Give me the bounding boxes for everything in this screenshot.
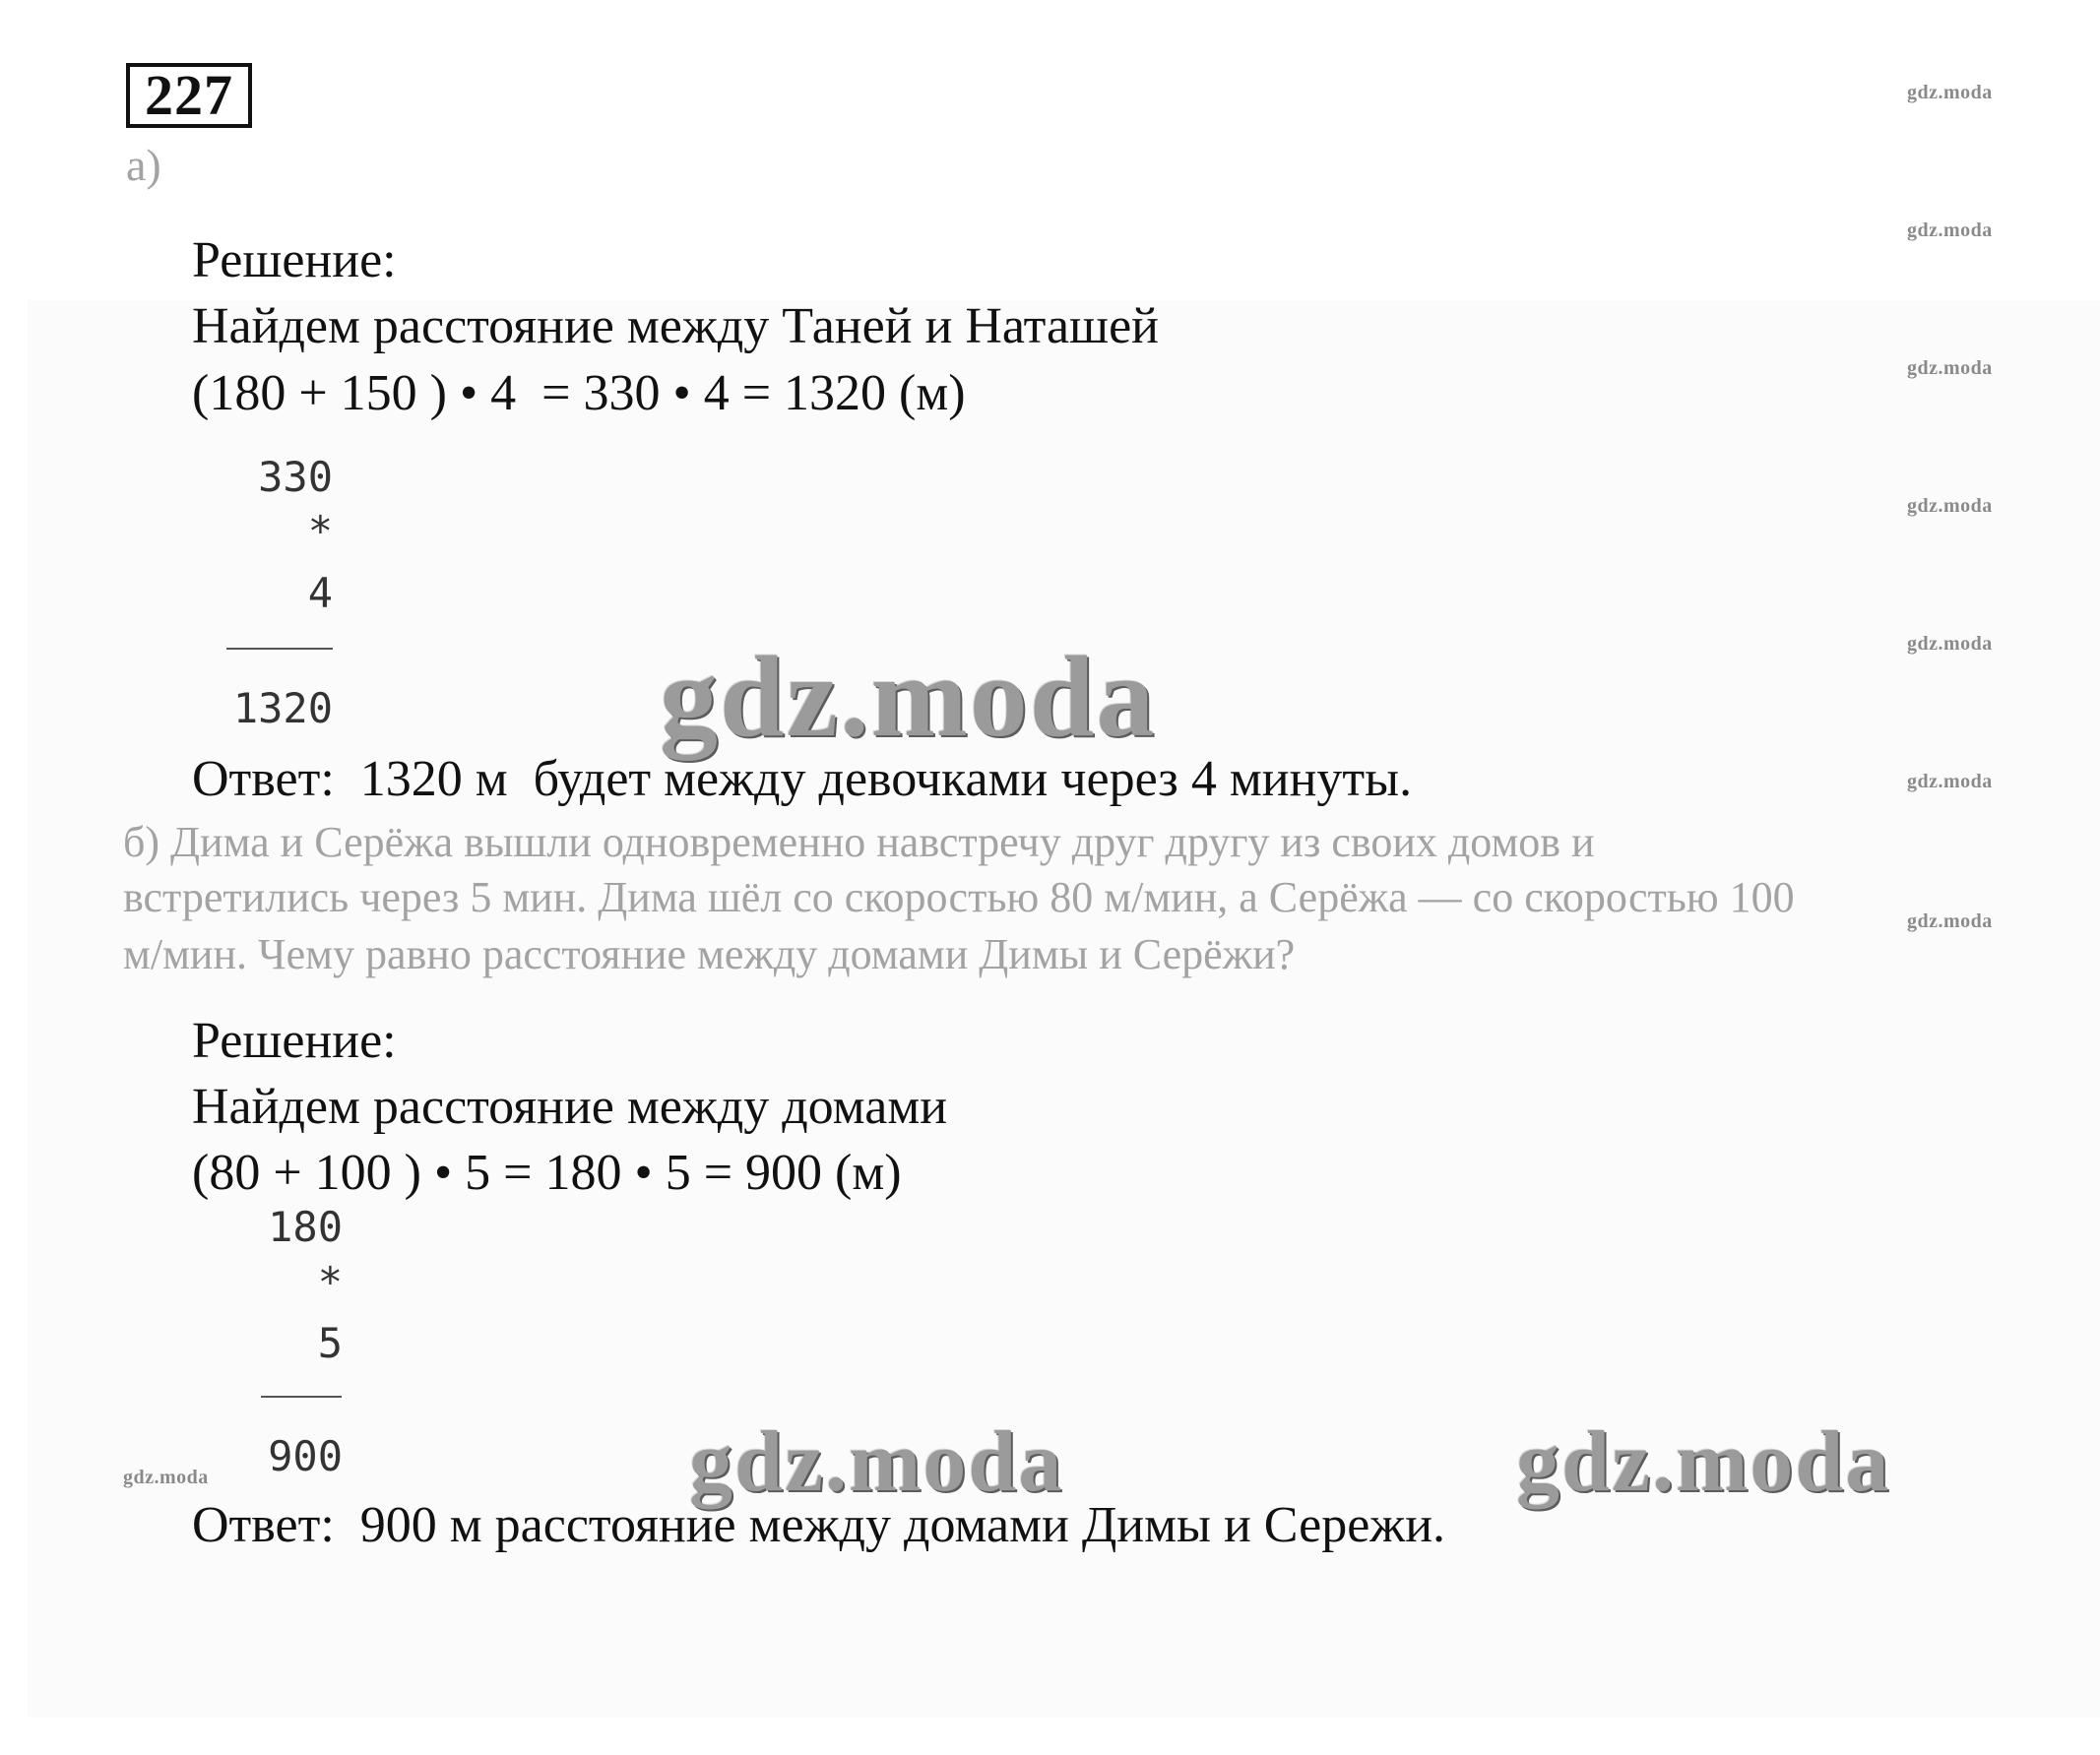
watermark-small: gdz.moda bbox=[1907, 495, 1993, 517]
watermark-small: gdz.moda bbox=[1907, 82, 1993, 103]
watermark-large: gdz.moda bbox=[1516, 1414, 1891, 1510]
part-b-column-top: 180 bbox=[268, 1203, 343, 1251]
part-b-answer: Ответ: 900 м расстояние между домами Димы и Сережи. bbox=[192, 1497, 1446, 1553]
part-b-column-multiplier: 5 bbox=[317, 1319, 343, 1367]
part-a-column-operator: * bbox=[307, 507, 333, 555]
part-a-column-rule bbox=[226, 648, 333, 650]
part-b-column-result: 900 bbox=[268, 1432, 343, 1480]
watermark-large: gdz.moda bbox=[689, 1414, 1064, 1510]
part-a-column-multiplier: 4 bbox=[307, 569, 333, 617]
part-b-condition-line-1: б) Дима и Серёжа вышли одновременно навстречу друг другу из своих домов и bbox=[123, 818, 1595, 866]
watermark-small: gdz.moda bbox=[1907, 633, 1993, 655]
part-a-equation: (180 + 150 ) • 4 = 330 • 4 = 1320 (м) bbox=[192, 365, 966, 421]
part-b-equation: (80 + 100 ) • 5 = 180 • 5 = 900 (м) bbox=[192, 1145, 902, 1201]
part-b-step-text: Найдем расстояние между домами bbox=[192, 1079, 948, 1135]
part-a-column-top: 330 bbox=[258, 453, 333, 501]
watermark-small: gdz.moda bbox=[1907, 910, 1993, 932]
watermark-small: gdz.moda bbox=[1907, 771, 1993, 792]
part-b-condition-line-2: встретились через 5 мин. Дима шёл со скоростью 80 м/мин, а Серёжа — со скоростью 100 bbox=[123, 873, 1795, 921]
part-a-column-result: 1320 bbox=[232, 684, 333, 732]
part-b-condition-line-3: м/мин. Чему равно расстояние между домами Димы и Серёжи? bbox=[123, 930, 1296, 978]
part-a-answer: Ответ: 1320 м будет между девочками через 4 минуты. bbox=[192, 751, 1413, 807]
part-b-solution-heading: Решение: bbox=[192, 1013, 397, 1069]
problem-number: 227 bbox=[126, 63, 252, 128]
part-b-column-rule bbox=[261, 1396, 342, 1398]
part-a-step-text: Найдем расстояние между Таней и Наташей bbox=[192, 298, 1160, 354]
part-a-label: а) bbox=[126, 140, 161, 190]
watermark-small: gdz.moda bbox=[1907, 219, 1993, 241]
watermark-large: gdz.moda bbox=[660, 632, 1157, 761]
watermark-small: gdz.moda bbox=[1907, 357, 1993, 379]
part-a-solution-heading: Решение: bbox=[192, 232, 397, 288]
part-b-column-operator: * bbox=[317, 1258, 343, 1306]
watermark-small: gdz.moda bbox=[123, 1467, 209, 1488]
